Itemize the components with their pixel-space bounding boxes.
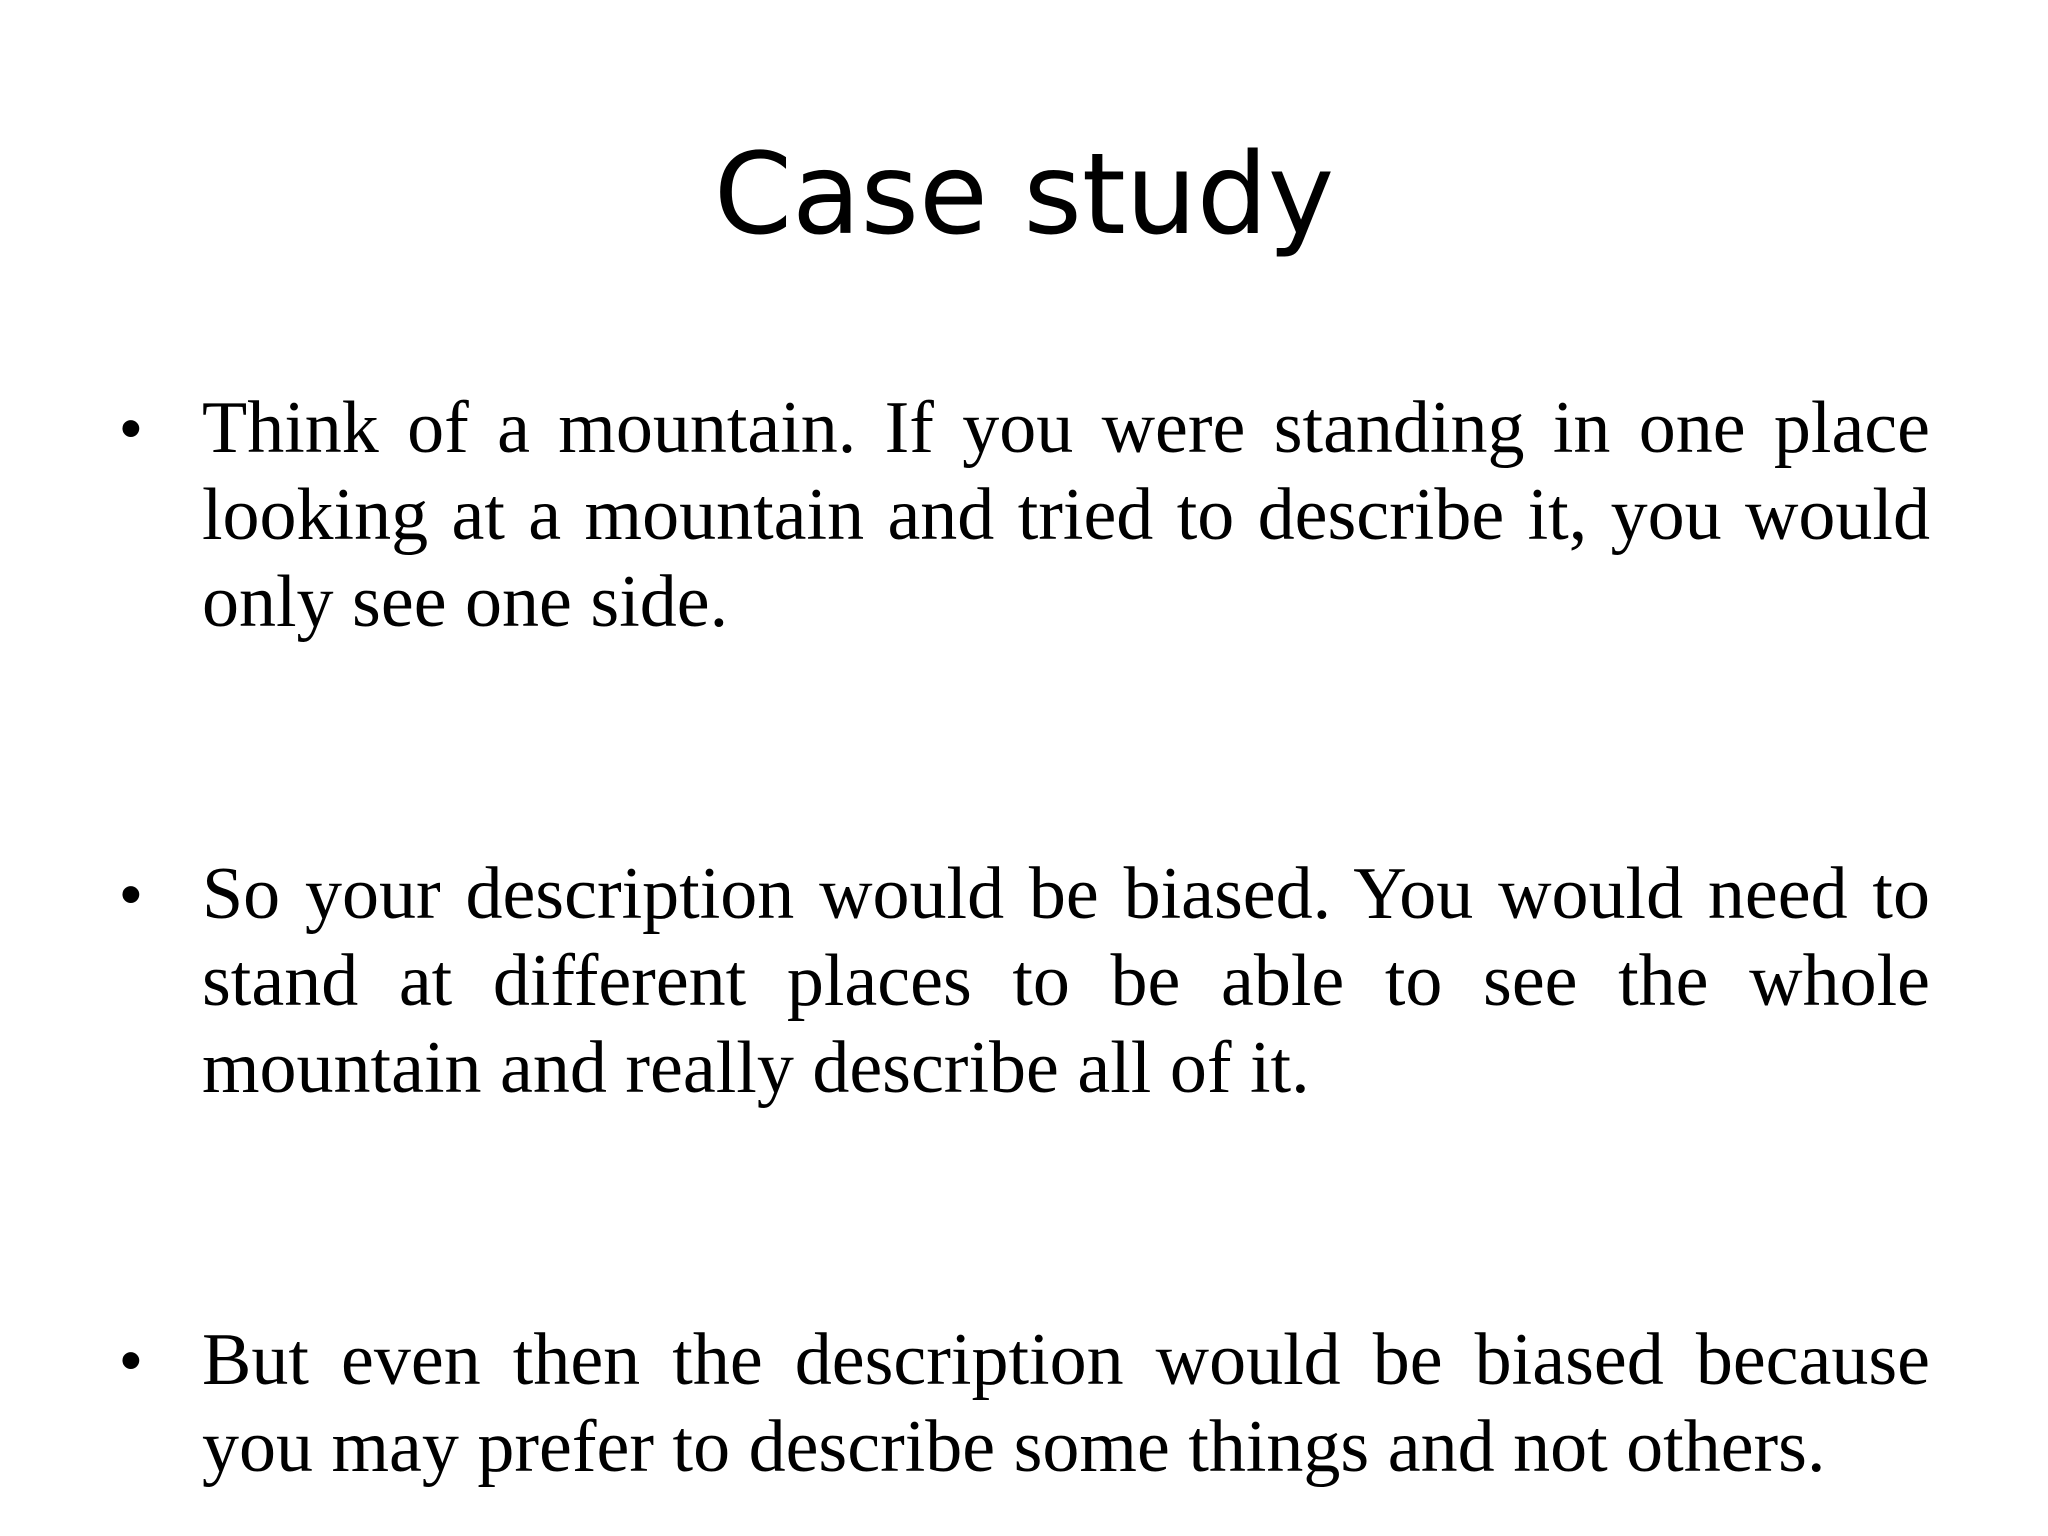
slide-title: Case study — [713, 130, 1335, 260]
bullet-point-icon: • — [120, 394, 142, 463]
bullet-text: But even then the description would be biased because you may prefer to describe some things and not others. — [202, 1319, 1930, 1488]
bullet-item — [120, 1317, 1930, 1491]
bullet-point-icon: • — [120, 1326, 142, 1395]
bullet-text: Think of a mountain. If you were standing in one place looking at a mountain and tried to describe it, you would only see one side. — [202, 387, 1930, 643]
bullet-item — [120, 851, 1930, 1112]
bullet-point-icon: • — [120, 860, 142, 929]
bullet-text: So your description would be biased. You would need to stand at different places to be able to see the whole mountain and really describe all of it. — [202, 853, 1930, 1109]
bullet-list — [120, 385, 1930, 1491]
bullet-item — [120, 385, 1930, 646]
